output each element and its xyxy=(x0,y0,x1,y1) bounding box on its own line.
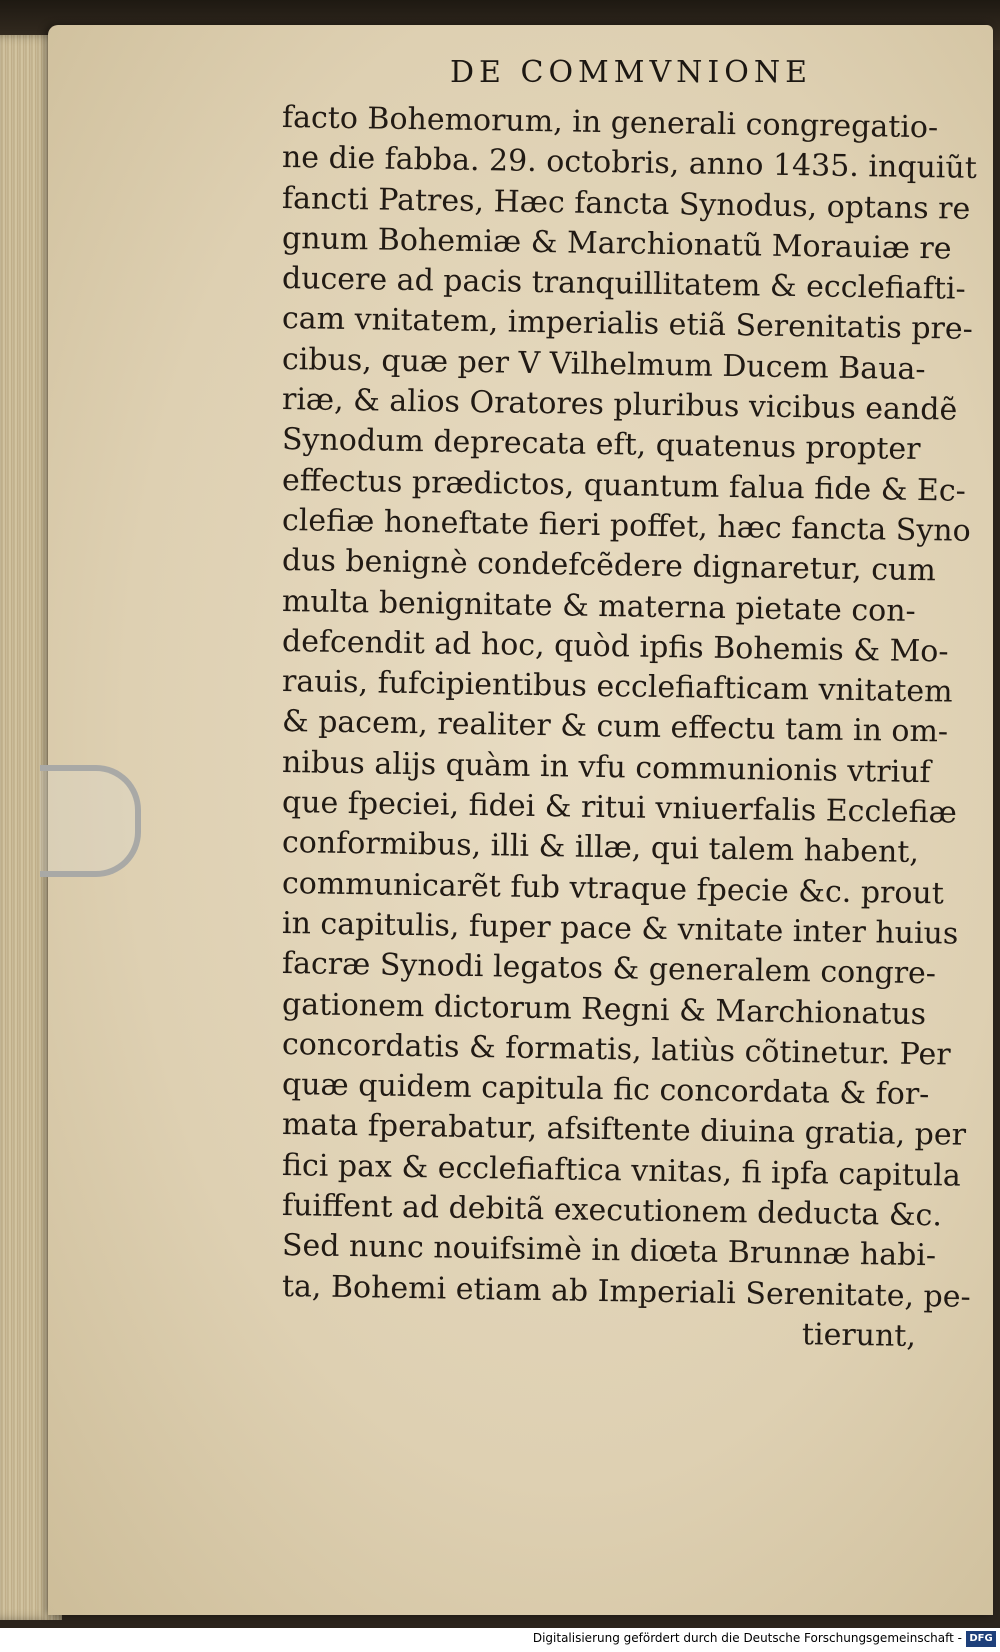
text-line: quæ quidem capitula fic concordata & for- xyxy=(281,1067,930,1113)
text-line: cibus, quæ per V Vilhelmum Ducem Baua- xyxy=(281,341,926,387)
text-line: concordatis & formatis, latiùs cõtinetur. Per xyxy=(281,1026,951,1073)
text-line: fici pax & ecclefiaftica vnitas, fi ipfa capitula xyxy=(281,1147,961,1194)
text-line: cam vnitatem, imperialis etiã Serenitatis pre- xyxy=(281,301,974,348)
body-text xyxy=(281,98,978,1354)
text-line: conformibus, illi & illæ, qui talem habent, xyxy=(281,825,920,871)
running-header: DE COMMVNIONE xyxy=(450,55,812,90)
footer-bar xyxy=(0,1628,1000,1652)
catchword: tierunt, xyxy=(801,1317,917,1354)
text-line: facto Bohemorum, in generali congregatio- xyxy=(281,100,939,146)
text-line: & pacem, realiter & cum effectu tam in om- xyxy=(281,704,949,750)
text-line: fuiffent ad debitã executionem deducta &c. xyxy=(281,1188,943,1234)
text-line: nibus alijs quàm in vfu communionis vtriuf xyxy=(281,744,931,790)
text-line: ta, Bohemi etiam ab Imperiali Serenitate, pe- xyxy=(281,1268,971,1315)
dfg-logo: DFG xyxy=(966,1631,996,1647)
text-line: dus benignè condefcẽdere dignaretur, cum xyxy=(281,543,937,589)
paper-clip xyxy=(40,765,141,877)
text-line: que fpeciei, fidei & ritui vniuerfalis Ecclefiæ xyxy=(281,785,958,831)
text-line: Sed nunc nouifsimè in diœta Brunnæ habi- xyxy=(281,1228,937,1274)
text-line: effectus prædictos, quantum falua fide & Ec- xyxy=(281,462,967,509)
text-line: fancti Patres, Hæc fancta Synodus, optans re xyxy=(281,180,971,227)
text-line: communicarẽt fub vtraque fpecie &c. prout xyxy=(281,865,945,912)
text-line: facræ Synodi legatos & generalem congre- xyxy=(281,946,937,992)
text-line: in capitulis, fuper pace & vnitate inter huius xyxy=(281,905,959,952)
text-line: multa benignitate & materna pietate con- xyxy=(281,583,916,629)
text-line: defcendit ad hoc, quòd ipfis Bohemis & Mo- xyxy=(281,623,949,670)
text-line: Synodum deprecata eft, quatenus propter xyxy=(281,422,921,468)
text-line: gnum Bohemiæ & Marchionatũ Morauiæ re xyxy=(281,220,952,267)
text-line: ducere ad pacis tranquillitatem & ecclefiafti- xyxy=(281,261,966,307)
footer-credit: Digitalisierung gefördert durch die Deutsche Forschungsgemeinschaft - xyxy=(532,1631,962,1645)
text-line: gationem dictorum Regni & Marchionatus xyxy=(281,986,927,1032)
text-line: ne die fabba. 29. octobris, anno 1435. inquiũt xyxy=(281,140,978,187)
text-line: riæ, & alios Oratores pluribus vicibus eandẽ xyxy=(281,382,958,428)
text-line: clefiæ honeftate fieri poffet, hæc fancta Syno xyxy=(281,502,971,549)
text-line: mata fperabatur, afsiftente diuina gratia, per xyxy=(281,1107,967,1154)
text-line: rauis, fufcipientibus ecclefiafticam vnitatem xyxy=(281,664,953,710)
